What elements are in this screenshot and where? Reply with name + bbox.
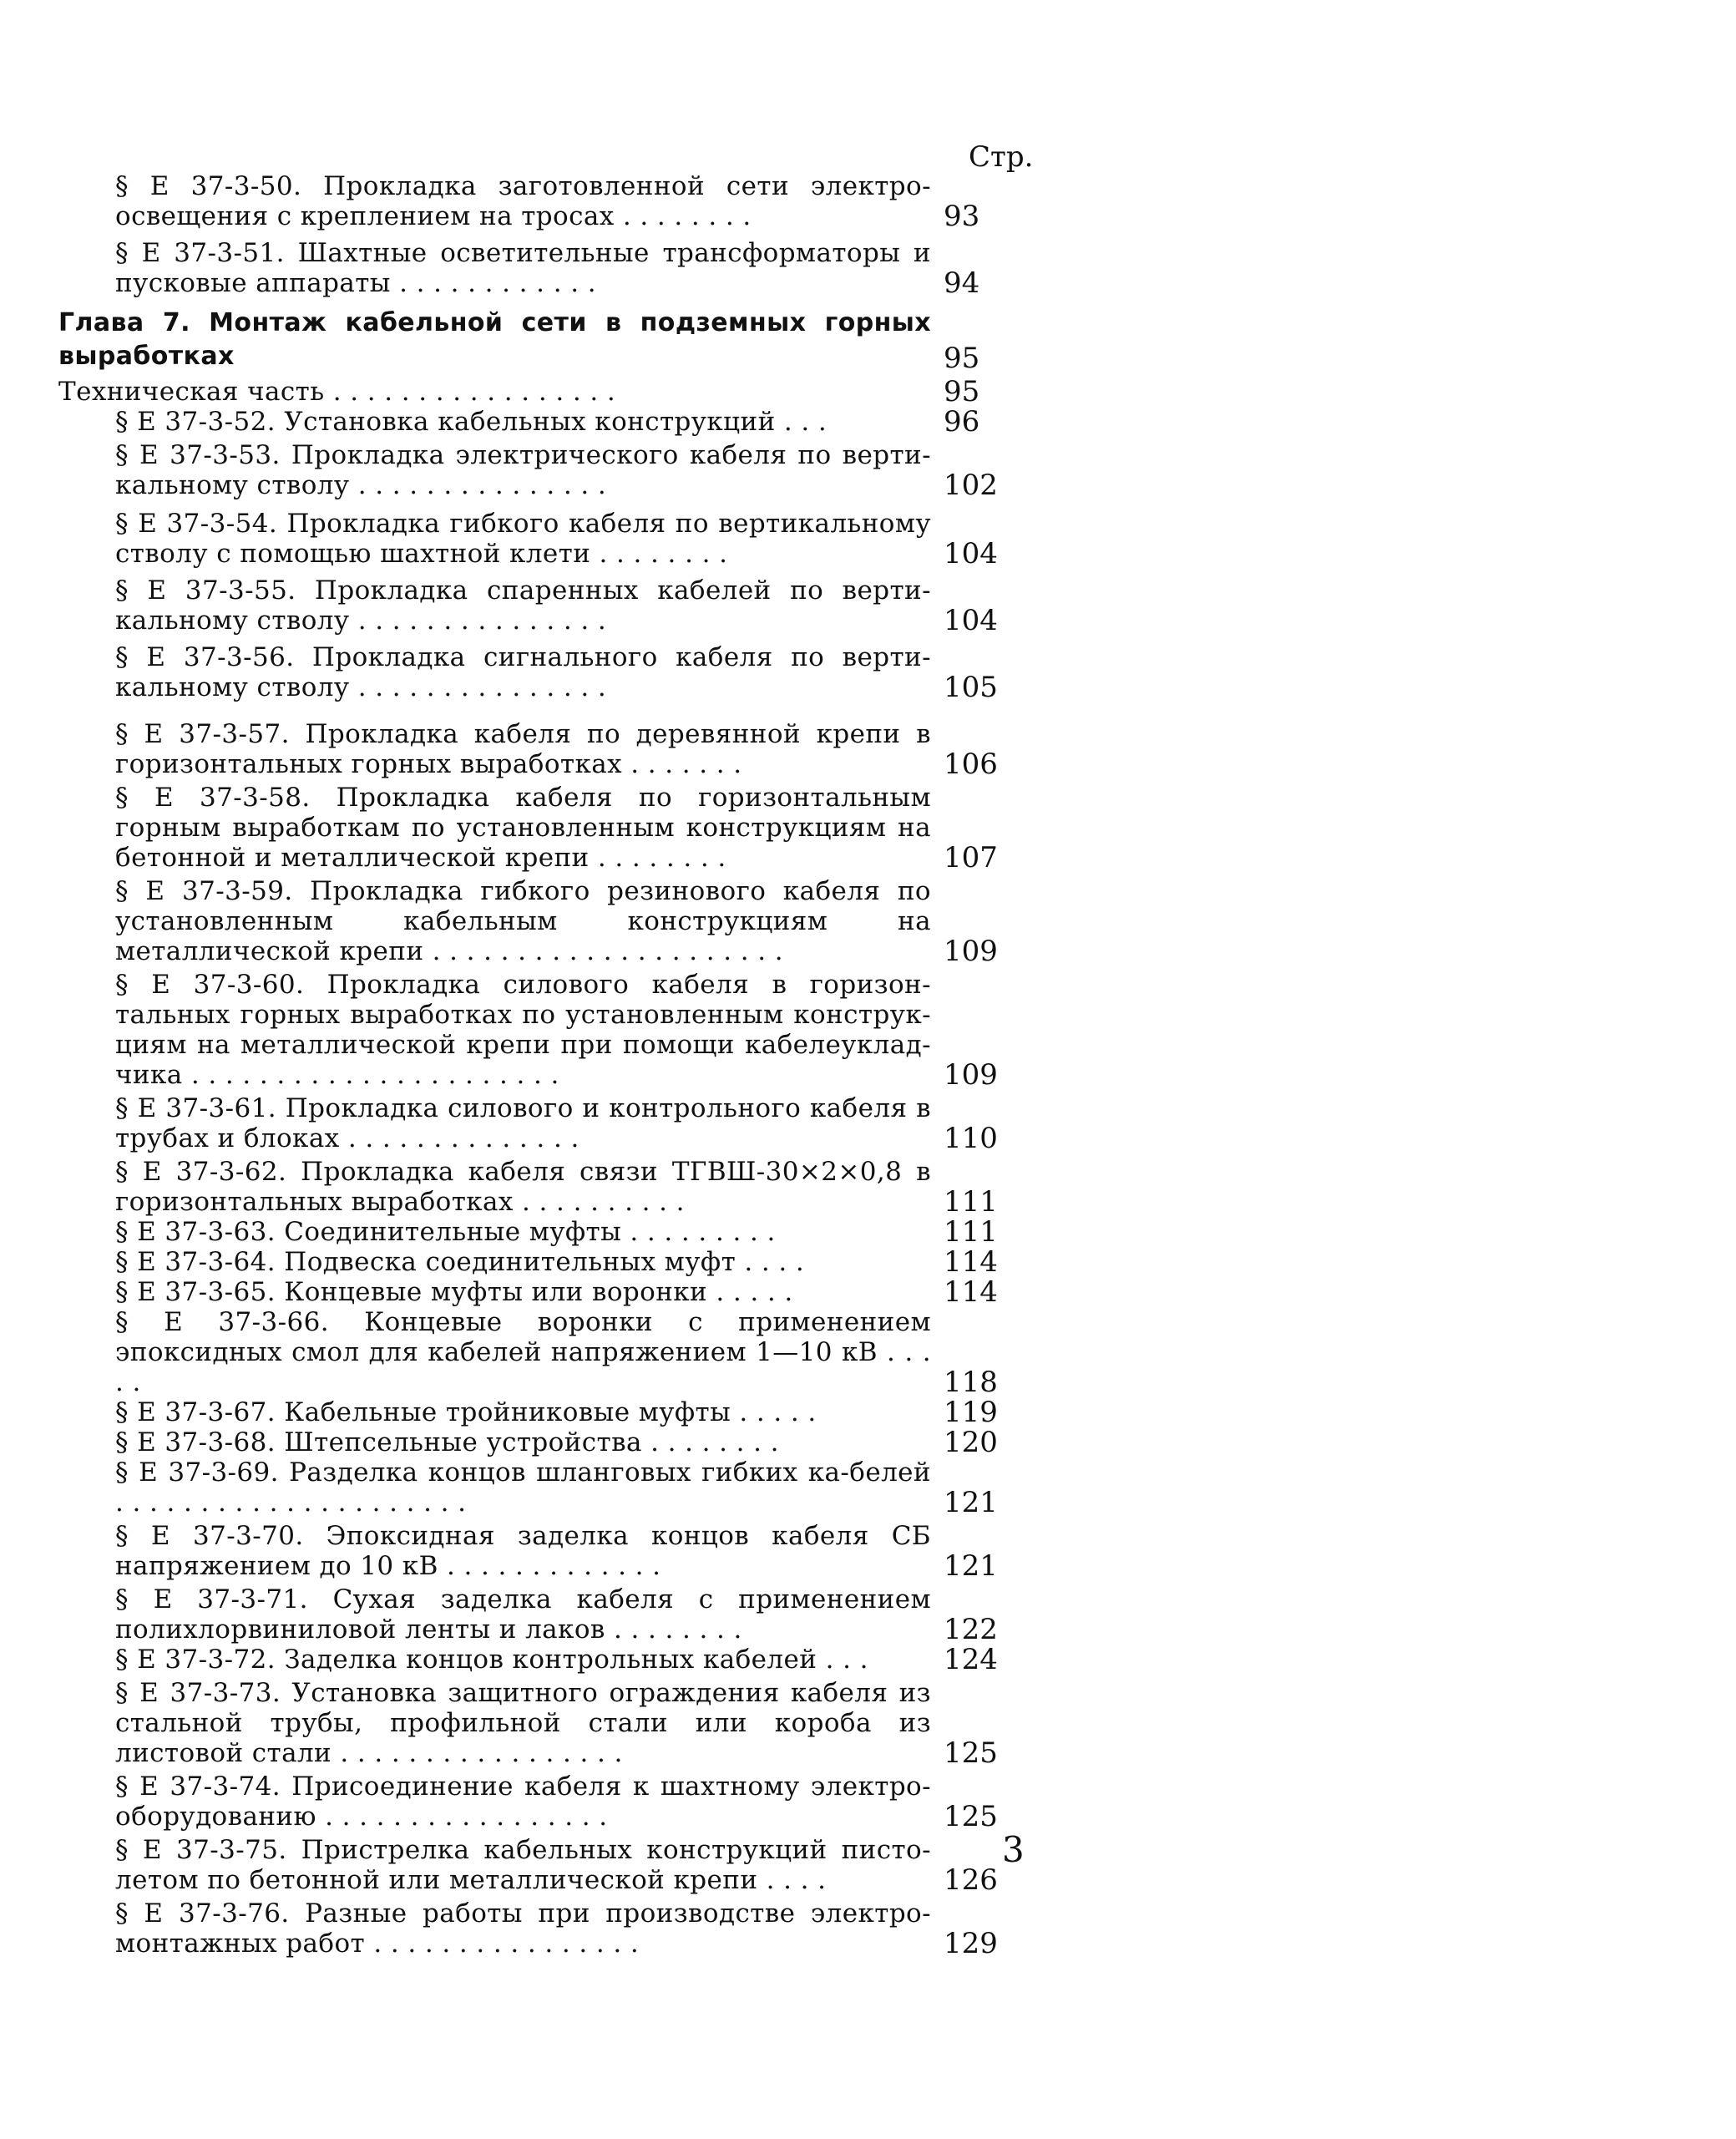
table-of-contents (58, 171, 1060, 1959)
toc-entry (58, 1157, 1060, 1217)
toc-entry-title: § Е 37-3-70. Эпоксидная заделка концов кабеля СБ напряжением до 10 кВ . . . . . . . . . . . . . (115, 1521, 931, 1581)
toc-entry-page: 114 (944, 1275, 998, 1309)
toc-entry (58, 377, 1060, 407)
toc-entry (58, 783, 1060, 873)
toc-entry-title: § Е 37-3-57. Прокладка кабеля по деревянной крепи в горизонтальных горных выработках . . . . . . . (115, 719, 931, 779)
toc-entry-page: 126 (944, 1863, 998, 1897)
toc-entry-page: 124 (944, 1643, 998, 1676)
toc-entry-title: § Е 37-3-73. Установка защитного ограждения кабеля из стальной трубы, профильной стали или короба из листовой стали . . . . . . . . . . . . . . . . . (115, 1678, 931, 1768)
toc-entry (58, 1678, 1060, 1768)
toc-entry-page: 109 (944, 935, 998, 968)
toc-entry (58, 1457, 1060, 1518)
toc-entry (58, 171, 1060, 231)
toc-entry-page: 93 (944, 200, 980, 233)
toc-entry-title: § Е 37-3-63. Соединительные муфты . . . . . . . . . (115, 1217, 776, 1247)
toc-entry-page: 121 (944, 1549, 998, 1583)
toc-entry-page: 111 (944, 1215, 998, 1249)
toc-entry-title: § Е 37-3-64. Подвеска соединительных муфт . . . . (115, 1247, 805, 1277)
toc-entry (58, 1898, 1060, 1959)
toc-entry-title: § Е 37-3-72. Заделка концов контрольных кабелей . . . (115, 1645, 868, 1675)
toc-entry (58, 575, 1060, 636)
toc-entry-title: § Е 37-3-69. Разделка концов шланговых гибких ка-белей . . . . . . . . . . . . . . . . . . . . . (115, 1457, 931, 1518)
toc-entry-title: § Е 37-3-54. Прокладка гибкого кабеля по вертикальному стволу с помощью шахтной клети . . . . . . . . (115, 509, 931, 569)
toc-entry-page: 104 (944, 537, 998, 570)
toc-entry-title: § Е 37-3-68. Штепсельные устройства . . . . . . . . (115, 1427, 779, 1457)
toc-entry (58, 1093, 1060, 1153)
toc-entry-title: § Е 37-3-71. Сухая заделка кабеля с применением полихлорвиниловой ленты и лаков . . . . . . . . (115, 1584, 931, 1645)
toc-entry-page: 95 (944, 342, 980, 375)
toc-entry (58, 509, 1060, 569)
toc-entry-title: § Е 37-3-50. Прокладка заготовленной сети электро-освещения с креплением на тросах . . . . . . . . (115, 171, 931, 231)
toc-entry-page: 121 (944, 1486, 998, 1519)
toc-entry-title: § Е 37-3-66. Концевые воронки с применением эпоксидных смол для кабелей напряжением 1—10 кВ . . . . . (115, 1307, 931, 1397)
toc-entry-page: 104 (944, 604, 998, 637)
toc-entry-page: 94 (944, 266, 980, 300)
toc-entry-page: 102 (944, 469, 998, 502)
toc-entry (58, 642, 1060, 702)
toc-entry-title: § Е 37-3-53. Прокладка электрического кабеля по верти-кальному стволу . . . . . . . . . . . . . . . (115, 440, 931, 500)
toc-entry-title: § Е 37-3-74. Присоединение кабеля к шахтному электро-оборудованию . . . . . . . . . . . . . . . . . (115, 1772, 931, 1832)
toc-entry-page: 119 (944, 1396, 998, 1429)
toc-entry (58, 1277, 1060, 1307)
toc-entry (58, 1521, 1060, 1581)
toc-entry (58, 1247, 1060, 1277)
toc-entry-page: 125 (944, 1736, 998, 1770)
toc-entry-page: 96 (944, 405, 980, 438)
toc-entry-title: § Е 37-3-76. Разные работы при производстве электро-монтажных работ . . . . . . . . . . . . . . . . (115, 1898, 931, 1959)
toc-entry (58, 719, 1060, 779)
toc-entry-title: § Е 37-3-61. Прокладка силового и контрольного кабеля в трубах и блоках . . . . . . . . . . . . . . (115, 1093, 931, 1153)
toc-entry-page: 125 (944, 1800, 998, 1833)
toc-entry-title: § Е 37-3-55. Прокладка спаренных кабелей по верти-кальному стволу . . . . . . . . . . . . . . . (115, 575, 931, 636)
toc-entry-page: 109 (944, 1058, 998, 1092)
toc-entry-page: 95 (944, 375, 980, 408)
toc-chapter-heading (58, 307, 1060, 373)
toc-entry (58, 1772, 1060, 1832)
toc-entry (58, 1427, 1060, 1457)
toc-entry-title: § Е 37-3-51. Шахтные осветительные трансформаторы и пусковые аппараты . . . . . . . . . . . . (115, 238, 931, 298)
toc-entry-title: § Е 37-3-75. Пристрелка кабельных конструкций писто-летом по бетонной или металлической крепи . . . . (115, 1835, 931, 1895)
toc-entry (58, 440, 1060, 500)
toc-entry (58, 1835, 1060, 1895)
toc-entry-page: 114 (944, 1245, 998, 1279)
toc-entry-title: § Е 37-3-56. Прокладка сигнального кабеля по верти-кальному стволу . . . . . . . . . . . . . . . (115, 642, 931, 702)
toc-entry-title: § Е 37-3-59. Прокладка гибкого резинового кабеля по установленным кабельным конструкциям на металлической крепи . . . . . . . . . . . . . . . . . . . . . (115, 876, 931, 966)
toc-entry-title: § Е 37-3-62. Прокладка кабеля связи ТГВШ-30×2×0,8 в горизонтальных выработках . . . . . . . . . . (115, 1157, 931, 1217)
toc-entry-title: § Е 37-3-67. Кабельные тройниковые муфты . . . . . (115, 1397, 817, 1427)
toc-entry (58, 238, 1060, 298)
toc-entry-page: 106 (944, 748, 998, 781)
toc-entry-page: 120 (944, 1426, 998, 1459)
toc-entry (58, 1645, 1060, 1675)
toc-entry (58, 876, 1060, 966)
toc-entry-page: 122 (944, 1613, 998, 1646)
page-column-label: Стр. (969, 140, 1034, 174)
toc-entry (58, 407, 1060, 437)
toc-entry-page: 105 (944, 671, 998, 704)
toc-entry-page: 111 (944, 1185, 998, 1219)
toc-entry (58, 1584, 1060, 1645)
toc-entry-title: § Е 37-3-60. Прокладка силового кабеля в горизон-тальных горных выработках по установленным конструк-циям на металлической крепи при помощи кабелеуклад-чика . . . . . . . . . . . . . . . . . . . . . . (115, 970, 931, 1090)
toc-entry-page: 110 (944, 1122, 998, 1155)
toc-entry (58, 1217, 1060, 1247)
toc-entry-page: 118 (944, 1366, 998, 1399)
toc-entry-title: Техническая часть . . . . . . . . . . . . . . . . . (58, 377, 616, 407)
page-number: 3 (1002, 1829, 1025, 1870)
toc-entry (58, 1397, 1060, 1427)
toc-entry-title: § Е 37-3-65. Концевые муфты или воронки . . . . . (115, 1277, 793, 1307)
toc-entry (58, 1307, 1060, 1397)
toc-entry-title: § Е 37-3-52. Установка кабельных конструкций . . . (115, 407, 828, 437)
toc-entry-title: § Е 37-3-58. Прокладка кабеля по горизонтальным горным выработкам по установленным конструкциям на бетонной и металлической крепи . . . . . . . . (115, 783, 931, 873)
toc-entry-page: 129 (944, 1927, 998, 1960)
toc-entry-title: Глава 7. Монтаж кабельной сети в подземных горных выработках (58, 308, 931, 371)
toc-entry (58, 970, 1060, 1090)
toc-entry-page: 107 (944, 841, 998, 874)
